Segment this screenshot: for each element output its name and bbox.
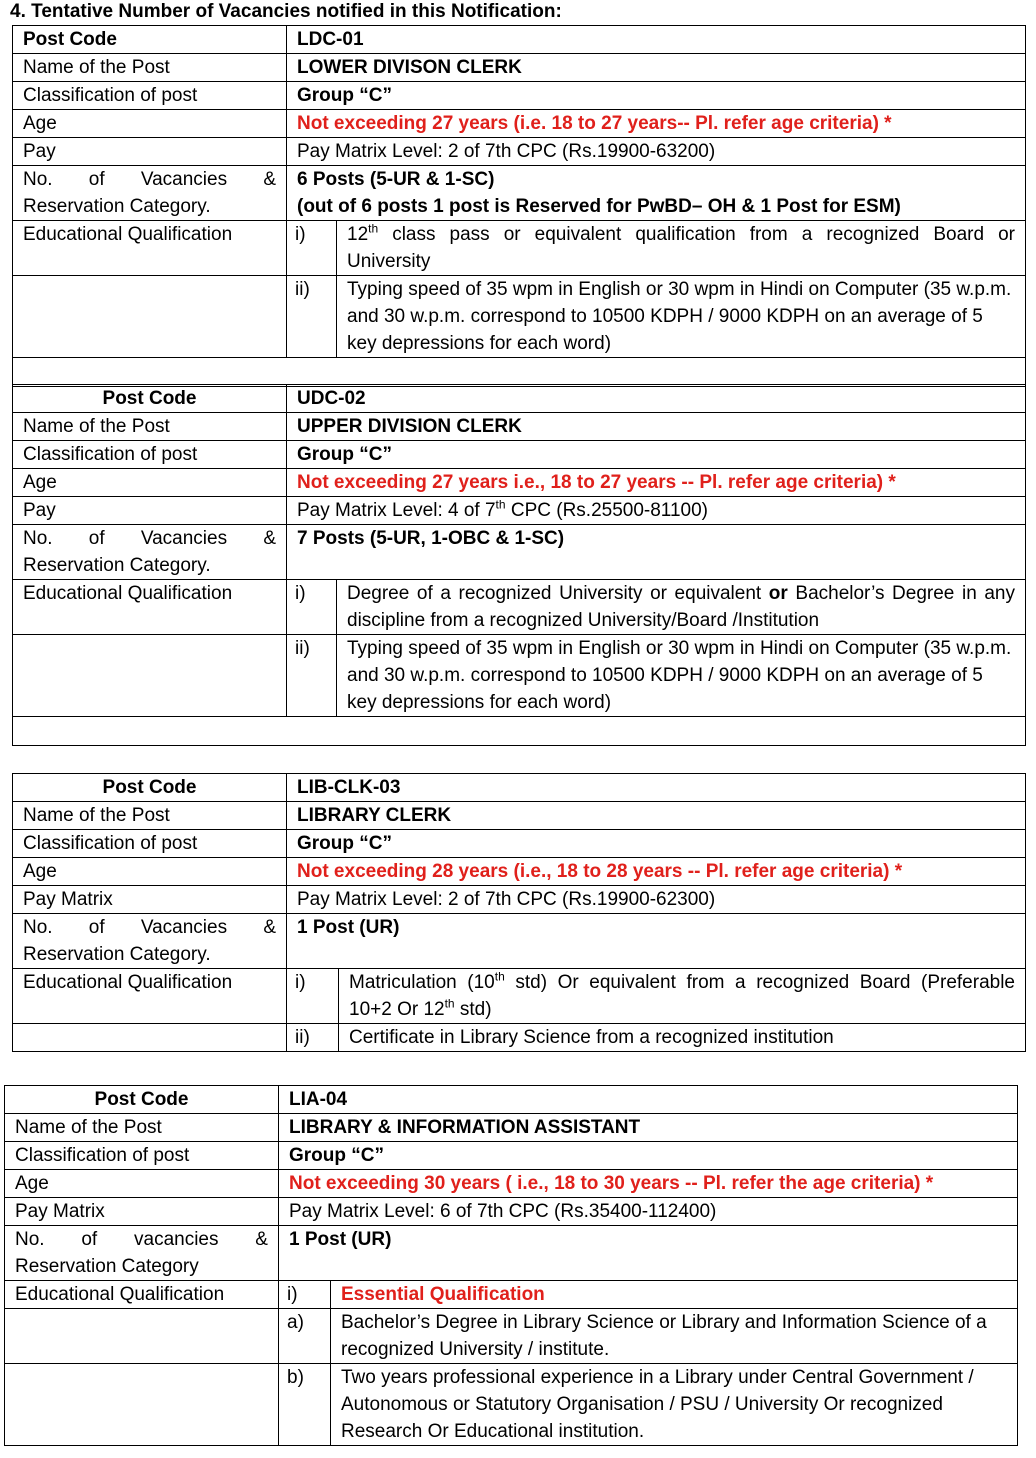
table-row — [13, 580, 1026, 635]
post-name-value: UPPER DIVISION CLERK — [287, 413, 1026, 441]
table-row — [13, 858, 1026, 886]
age-value: Not exceeding 28 years (i.e., 18 to 28 years -- Pl. refer age criteria) * — [287, 858, 1026, 886]
vacancies-label: No. of Vacancies & Reservation Category. — [13, 914, 287, 969]
table-row — [13, 138, 1026, 166]
age-value: Not exceeding 27 years i.e., 18 to 27 years -- Pl. refer age criteria) * — [287, 469, 1026, 497]
table-row — [13, 635, 1026, 717]
table-row — [13, 1024, 1026, 1052]
vacancies-value: 7 Posts (5-UR, 1-OBC & 1-SC) — [287, 525, 1026, 580]
post-name-label: Name of the Post — [5, 1114, 279, 1142]
edu-item-number: ii) — [287, 635, 337, 717]
post-code-label: Post Code — [13, 774, 287, 802]
classification-value: Group “C” — [279, 1142, 1018, 1170]
table-row — [13, 221, 1026, 276]
edu-item-text: Typing speed of 35 wpm in English or 30 wpm in Hindi on Computer (35 w.p.m. and 30 w.p.m. correspond to 10500 KDPH / 9000 KDPH on an average of 5 key depressions for each word) — [337, 276, 1026, 358]
pay-value: Pay Matrix Level: 6 of 7th CPC (Rs.35400-112400) — [279, 1198, 1018, 1226]
spacer-row — [13, 717, 1026, 746]
post-name-label: Name of the Post — [13, 413, 287, 441]
edu-item-text: Matriculation (10th std) Or equivalent from a recognized Board (Preferable 10+2 Or 12th std) — [339, 969, 1026, 1024]
table-row — [13, 886, 1026, 914]
table-row — [5, 1364, 1018, 1446]
education-label: Educational Qualification — [5, 1281, 279, 1309]
post-name-value: LIBRARY CLERK — [287, 802, 1026, 830]
post-name-label: Name of the Post — [13, 802, 287, 830]
classification-value: Group “C” — [287, 82, 1026, 110]
pay-value: Pay Matrix Level: 2 of 7th CPC (Rs.19900-63200) — [287, 138, 1026, 166]
post-code-label: Post Code — [13, 26, 287, 54]
table-row — [13, 276, 1026, 358]
table-row — [13, 802, 1026, 830]
table-row — [13, 385, 1026, 413]
classification-label: Classification of post — [13, 82, 287, 110]
edu-item-text: 12th class pass or equivalent qualification from a recognized Board or University — [337, 221, 1026, 276]
ldc-table — [12, 25, 1026, 387]
lib-clk-table — [12, 773, 1026, 1052]
table-row — [13, 774, 1026, 802]
post-code-value: LIB-CLK-03 — [287, 774, 1026, 802]
table-row — [5, 1226, 1018, 1281]
vacancies-value: 1 Post (UR) — [279, 1226, 1018, 1281]
table-row — [13, 830, 1026, 858]
education-label: Educational Qualification — [13, 221, 287, 276]
table-row — [13, 914, 1026, 969]
essential-qualification-heading: Essential Qualification — [331, 1281, 1018, 1309]
table-row — [13, 969, 1026, 1024]
table-row — [5, 1142, 1018, 1170]
classification-label: Classification of post — [13, 441, 287, 469]
edu-item-text: Certificate in Library Science from a recognized institution — [339, 1024, 1026, 1052]
table-row — [5, 1309, 1018, 1364]
classification-label: Classification of post — [13, 830, 287, 858]
vacancies-label: No. of Vacancies & Reservation Category. — [13, 166, 287, 221]
age-label: Age — [13, 858, 287, 886]
vacancies-label: No. of vacancies & Reservation Category — [5, 1226, 279, 1281]
education-label: Educational Qualification — [13, 969, 287, 1024]
pay-label: Pay Matrix — [5, 1198, 279, 1226]
udc-table — [12, 384, 1026, 746]
age-label: Age — [5, 1170, 279, 1198]
post-name-label: Name of the Post — [13, 54, 287, 82]
table-row — [5, 1198, 1018, 1226]
vacancies-value: 6 Posts (5-UR & 1-SC) (out of 6 posts 1 post is Reserved for PwBD– OH & 1 Post for ESM) — [287, 166, 1026, 221]
post-code-label: Post Code — [13, 385, 287, 413]
edu-item-number: ii) — [287, 1024, 339, 1052]
table-row — [13, 469, 1026, 497]
post-code-value: LDC-01 — [287, 26, 1026, 54]
age-label: Age — [13, 110, 287, 138]
edu-item-number: ii) — [287, 276, 337, 358]
edu-item-text: Degree of a recognized University or equivalent or Bachelor’s Degree in any discipline from a recognized University/Board /Institution — [337, 580, 1026, 635]
section-title: 4. Tentative Number of Vacancies notified in this Notification: — [10, 1, 562, 22]
post-code-value: LIA-04 — [279, 1086, 1018, 1114]
table-row — [13, 26, 1026, 54]
table-row — [13, 525, 1026, 580]
spacer-row — [13, 358, 1026, 387]
classification-value: Group “C” — [287, 830, 1026, 858]
pay-label: Pay Matrix — [13, 886, 287, 914]
edu-item-number: i) — [287, 580, 337, 635]
pay-label: Pay — [13, 497, 287, 525]
education-label: Educational Qualification — [13, 580, 287, 635]
edu-item-text: Two years professional experience in a Library under Central Government / Autonomous or Statutory Organisation / PSU / University Or recognized Research Or Educational institution. — [331, 1364, 1018, 1446]
pay-label: Pay — [13, 138, 287, 166]
age-label: Age — [13, 469, 287, 497]
table-row — [5, 1114, 1018, 1142]
post-name-value: LOWER DIVISON CLERK — [287, 54, 1026, 82]
edu-item-number: b) — [279, 1364, 331, 1446]
table-row — [13, 54, 1026, 82]
table-row — [13, 110, 1026, 138]
edu-item-number: a) — [279, 1309, 331, 1364]
pay-value: Pay Matrix Level: 4 of 7th CPC (Rs.25500-81100) — [287, 497, 1026, 525]
edu-item-number: i) — [287, 221, 337, 276]
vacancies-label: No. of Vacancies & Reservation Category. — [13, 525, 287, 580]
table-row — [13, 441, 1026, 469]
age-value: Not exceeding 27 years (i.e. 18 to 27 years-- Pl. refer age criteria) * — [287, 110, 1026, 138]
table-row — [13, 413, 1026, 441]
table-row — [5, 1170, 1018, 1198]
edu-item-number: i) — [279, 1281, 331, 1309]
edu-item-number: i) — [287, 969, 339, 1024]
pay-value: Pay Matrix Level: 2 of 7th CPC (Rs.19900-62300) — [287, 886, 1026, 914]
age-value: Not exceeding 30 years ( i.e., 18 to 30 years -- Pl. refer the age criteria) * — [279, 1170, 1018, 1198]
edu-item-text: Typing speed of 35 wpm in English or 30 wpm in Hindi on Computer (35 w.p.m. and 30 w.p.m. correspond to 10500 KDPH / 9000 KDPH on an average of 5 key depressions for each word) — [337, 635, 1026, 717]
table-row — [13, 82, 1026, 110]
table-row — [5, 1086, 1018, 1114]
table-row — [13, 166, 1026, 221]
post-name-value: LIBRARY & INFORMATION ASSISTANT — [279, 1114, 1018, 1142]
vacancies-value: 1 Post (UR) — [287, 914, 1026, 969]
table-row — [5, 1281, 1018, 1309]
table-row — [13, 497, 1026, 525]
edu-item-text: Bachelor’s Degree in Library Science or Library and Information Science of a recognized University / institute. — [331, 1309, 1018, 1364]
post-code-value: UDC-02 — [287, 385, 1026, 413]
classification-label: Classification of post — [5, 1142, 279, 1170]
classification-value: Group “C” — [287, 441, 1026, 469]
post-code-label: Post Code — [5, 1086, 279, 1114]
lia-table — [4, 1085, 1018, 1446]
